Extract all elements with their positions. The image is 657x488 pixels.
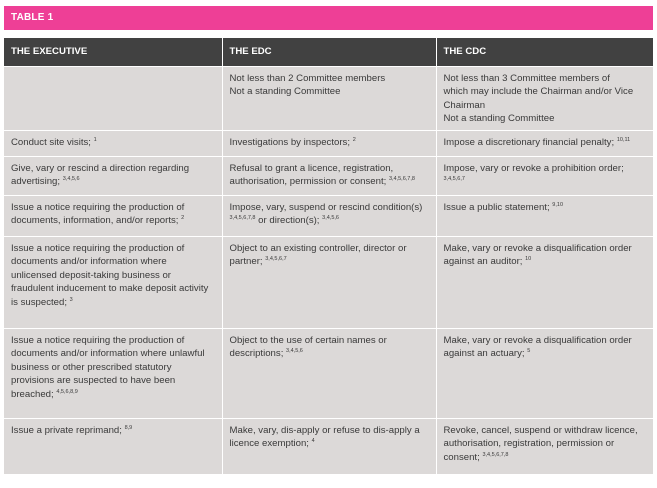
footnote-ref: 9,10 (552, 201, 564, 208)
cell-text: Issue a notice requiring the production of documents and/or information where unlicensed deposit-taking business or fraudulent inducement to make deposit activity is suspected; (11, 242, 209, 308)
cell-text: Issue a notice requiring the production of documents, information, and/or reports; (11, 201, 185, 227)
cell-text: Revoke, cancel, suspend or withdraw licence, authorisation, registration, permission or consent; (443, 424, 638, 463)
cell-text: Make, vary, dis-apply or refuse to dis-apply a licence exemption; (229, 424, 420, 450)
composition-edc-line: Not a standing Committee (229, 86, 341, 98)
cell-text: Issue a notice requiring the production of documents and/or information where unlawful business or other prescribed statutory provisions are suspected to have been breached; (11, 334, 205, 400)
footnote-ref: 3,4,5,6,7,8 (229, 215, 256, 222)
cell-cdc (436, 236, 653, 328)
composition-cdc-line: Not a standing Committee (443, 113, 555, 125)
cell-text: Give, vary or rescind a direction regarding advertising; (11, 162, 190, 188)
footnote-ref: 3,4,5,6 (286, 348, 303, 355)
cell-executive (4, 195, 222, 236)
composition-edc-line: Not less than 2 Committee members (229, 72, 386, 84)
cell-text: Conduct site visits; (11, 136, 91, 148)
cell-text: Investigations by inspectors; (229, 136, 351, 148)
footnote-ref: 8,9 (124, 424, 133, 431)
cell-executive (4, 328, 222, 418)
cell-text: Impose, vary or revoke a prohibition order; (443, 162, 624, 174)
cell-edc (222, 418, 436, 474)
cell-text: Make, vary or revoke a disqualification order against an actuary; (443, 334, 632, 360)
cell-cdc (436, 130, 653, 156)
cell-text: Impose, vary, suspend or rescind condition(s) (229, 201, 423, 213)
header-executive: THE EXECUTIVE (4, 38, 222, 66)
cell-executive (4, 236, 222, 328)
cell-edc (222, 328, 436, 418)
footnote-ref: 3,4,5,6,7 (265, 256, 287, 263)
table-row (4, 418, 653, 474)
cell-cdc (436, 156, 653, 195)
cell-executive (4, 418, 222, 474)
composition-edc (222, 66, 436, 130)
table-header-row (4, 38, 653, 66)
composition-cdc-line: which may include the Chairman and/or Vice (443, 86, 634, 98)
footnote-ref: 4 (311, 438, 315, 445)
cell-cdc (436, 418, 653, 474)
cell-executive (4, 156, 222, 195)
cell-edc (222, 236, 436, 328)
footnote-ref: 3,4,5,6,7 (443, 176, 465, 183)
powers-table (4, 38, 653, 475)
cell-text: Object to an existing controller, director or partner; (229, 242, 407, 268)
table-row (4, 130, 653, 156)
footnote-ref: 5 (527, 348, 531, 355)
cell-text: Refusal to grant a licence, registration, authorisation, permission or consent; (229, 162, 394, 188)
table-row (4, 236, 653, 328)
cell-text: Issue a private reprimand; (11, 424, 122, 436)
footnote-ref: 3,4,5,6 (322, 215, 339, 222)
cell-edc (222, 130, 436, 156)
cell-edc (222, 156, 436, 195)
footnote-ref: 1 (93, 136, 97, 143)
composition-row (4, 66, 653, 130)
footnote-ref: 3 (69, 296, 73, 303)
cell-text: or direction(s); (255, 215, 320, 227)
header-edc: THE EDC (222, 38, 436, 66)
composition-cdc (436, 66, 653, 130)
footnote-ref: 10 (525, 256, 532, 263)
table-title: TABLE 1 (4, 6, 653, 30)
cell-text: Issue a public statement; (443, 201, 550, 213)
footnote-ref: 3,4,5,6,7,8 (482, 451, 509, 458)
cell-text: Impose a discretionary financial penalty; (443, 136, 615, 148)
composition-executive (4, 66, 222, 130)
footnote-ref: 2 (352, 136, 356, 143)
cell-cdc (436, 328, 653, 418)
cell-edc (222, 195, 436, 236)
table-row (4, 156, 653, 195)
footnote-ref: 10,11 (616, 136, 631, 143)
cell-text: Make, vary or revoke a disqualification order against an auditor; (443, 242, 632, 268)
footnote-ref: 2 (181, 215, 185, 222)
table-row (4, 328, 653, 418)
composition-cdc-line: Chairman (443, 99, 486, 111)
footnote-ref: 3,4,5,6,7,8 (388, 176, 415, 183)
cell-cdc (436, 195, 653, 236)
footnote-ref: 4,5,6,8,9 (56, 388, 78, 395)
table-row (4, 195, 653, 236)
header-cdc: THE CDC (436, 38, 653, 66)
cell-text: Object to the use of certain names or descriptions; (229, 334, 387, 360)
composition-cdc-line: Not less than 3 Committee members of (443, 72, 610, 84)
cell-executive (4, 130, 222, 156)
footnote-ref: 3,4,5,6 (62, 176, 80, 183)
